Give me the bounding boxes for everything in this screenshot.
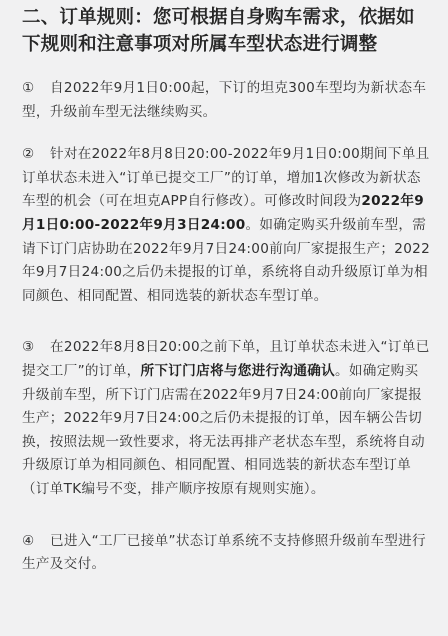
item-text-bold: 2022年9月1日0:00-2022年9月3日24:00 bbox=[22, 193, 425, 233]
item-number: ④ bbox=[22, 532, 35, 549]
rule-item-2 bbox=[22, 143, 432, 308]
item-text: 针对在2022年8月8日20:00-2022年9月1日0:00期间下单且订单状态未进入“订单已提交工厂”的订单，增加1次修改为新状态车型的机会（可在坦克APP自行修改）。可修改时间段为 bbox=[22, 146, 430, 210]
item-text: 。如确定购买升级前车型，所下订门店需在2022年9月7日24:00前向厂家提报生产；2022年9月7日24:00之后仍未提报的订单，因车辆公告切换，按照法规一致性要求，将无法再排产老状态车型，系统将自动升级原订单为相同颜色、相同配置、相同选装的新状态车型订单（订单TK编号不变，排产顺序按原有规则实施）。 bbox=[22, 362, 425, 497]
item-number: ③ bbox=[22, 339, 35, 356]
item-text: 在2022年8月8日20:00之前下单，且订单状态未进入“订单已提交工厂”的订单， bbox=[22, 339, 430, 379]
item-text: 已进入“工厂已接单”状态订单系统不支持修照升级前车型进行生产及交付。 bbox=[22, 532, 426, 573]
item-number: ② bbox=[22, 146, 35, 163]
item-text: 自2022年9月1日0:00起，下订的坦克300车型均为新状态车型，升级前车型无法继续购买。 bbox=[22, 80, 427, 120]
rule-item-1 bbox=[22, 77, 432, 124]
item-number: ① bbox=[22, 80, 35, 96]
rule-item-3 bbox=[22, 336, 432, 501]
item-text: 。如确定购买升级前车型，需请下订门店协助在2022年9月7日24:00前向厂家提报生产；2022年9月7日24:00之后仍未提报的订单，系统将自动升级原订单为相同颜色、相同配置、相同选装的新状态车型订单。 bbox=[22, 216, 431, 304]
rule-item-4 bbox=[22, 530, 432, 577]
item-text-bold: 所下订门店将与您进行沟通确认 bbox=[140, 362, 336, 379]
section-heading: 二、订单规则：您可根据自身购车需求，依据如下规则和注意事项对所属车型状态进行调整 bbox=[22, 7, 415, 55]
